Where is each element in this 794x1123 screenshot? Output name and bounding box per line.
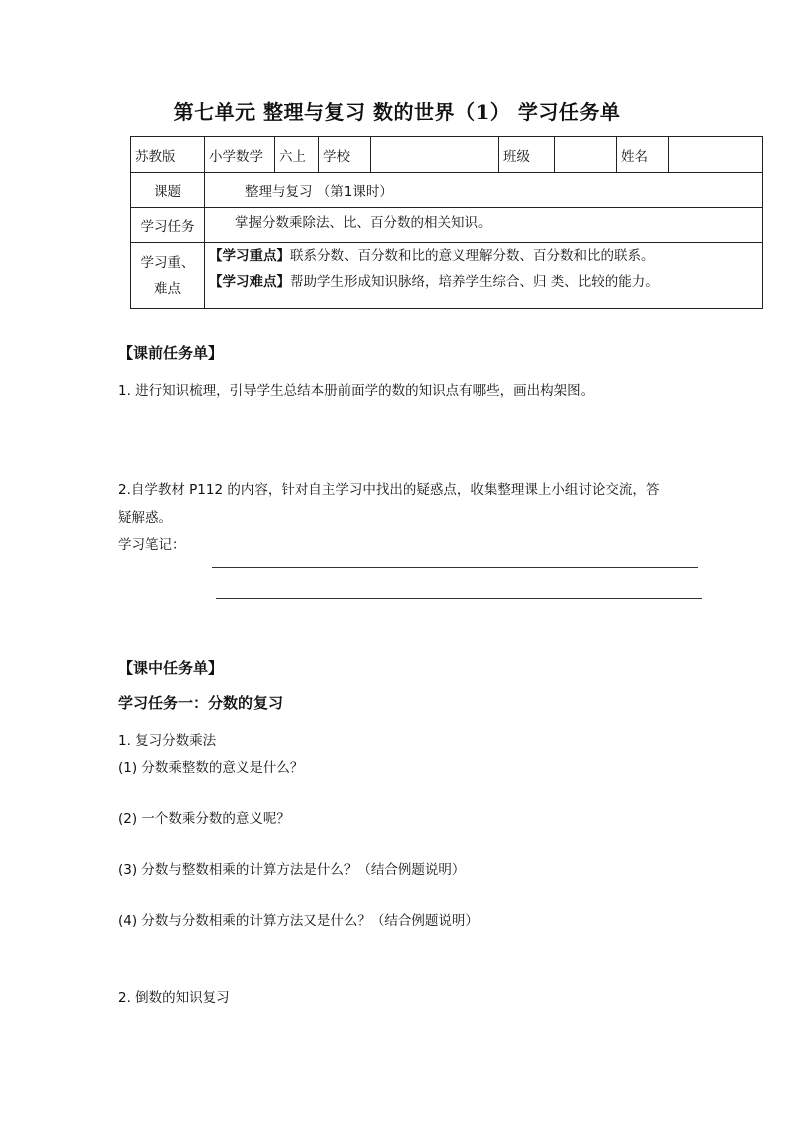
task-label: 学习任务 — [131, 208, 205, 243]
task-one-title: 学习任务一：分数的复习 — [118, 694, 284, 712]
pre-class-heading: 【课前任务单】 — [118, 344, 224, 362]
question-1-title: 1. 复习分数乘法 — [118, 733, 217, 749]
question-1-1: (1) 分数乘整数的意义是什么？ — [118, 760, 304, 776]
key-point-tag: 【学习重点】 — [209, 248, 290, 264]
name-label: 姓名 — [617, 137, 669, 173]
question-1-3: (3) 分数与整数相乘的计算方法是什么？（结合例题说明） — [118, 862, 466, 878]
key-points-label — [131, 243, 205, 309]
table-row — [131, 208, 763, 243]
key-point-row — [209, 243, 758, 269]
key-points-content — [205, 243, 763, 309]
school-label: 学校 — [319, 137, 371, 173]
topic-value: 整理与复习 （第1课时） — [205, 173, 763, 208]
key-points-label-line2: 难点 — [154, 280, 181, 297]
pre-class-item-2-line1: 2.自学教材 P112 的内容，针对自主学习中找出的疑惑点，收集整理课上小组讨论交流，答 — [118, 482, 660, 498]
key-points-label-line1: 学习重、 — [140, 254, 195, 271]
class-field[interactable] — [555, 137, 617, 173]
pre-class-item-2-line2: 疑解惑。 — [118, 510, 172, 526]
info-table — [130, 136, 763, 309]
difficulty-text: 帮助学生形成知识脉络，培养学生综合、归 类、比较的能力。 — [290, 274, 659, 290]
name-field[interactable] — [669, 137, 763, 173]
difficulty-row — [209, 269, 758, 295]
study-notes-label: 学习笔记： — [118, 537, 186, 553]
notes-line[interactable] — [216, 598, 702, 599]
in-class-heading: 【课中任务单】 — [118, 659, 224, 677]
class-label: 班级 — [499, 137, 555, 173]
difficulty-tag: 【学习难点】 — [209, 274, 290, 290]
pre-class-item-1: 1. 进行知识梳理，引导学生总结本册前面学的数的知识点有哪些，画出构架图。 — [118, 383, 595, 399]
table-row — [131, 173, 763, 208]
grade-cell: 六上 — [275, 137, 319, 173]
table-row — [131, 243, 763, 309]
question-1-2: (2) 一个数乘分数的意义呢？ — [118, 811, 290, 827]
task-value: 掌握分数乘除法、比、百分数的相关知识。 — [205, 208, 763, 243]
question-2-title: 2. 倒数的知识复习 — [118, 990, 230, 1006]
subject-cell: 小学数学 — [205, 137, 275, 173]
topic-label: 课题 — [131, 173, 205, 208]
question-1-4: (4) 分数与分数相乘的计算方法又是什么？（结合例题说明） — [118, 913, 479, 929]
school-field[interactable] — [371, 137, 499, 173]
page-title: 第七单元 整理与复习 数的世界（1） 学习任务单 — [173, 100, 621, 124]
table-row — [131, 137, 763, 173]
publisher-cell: 苏教版 — [131, 137, 205, 173]
notes-line[interactable] — [212, 567, 698, 568]
key-point-text: 联系分数、百分数和比的意义理解分数、百分数和比的联系。 — [290, 248, 655, 264]
